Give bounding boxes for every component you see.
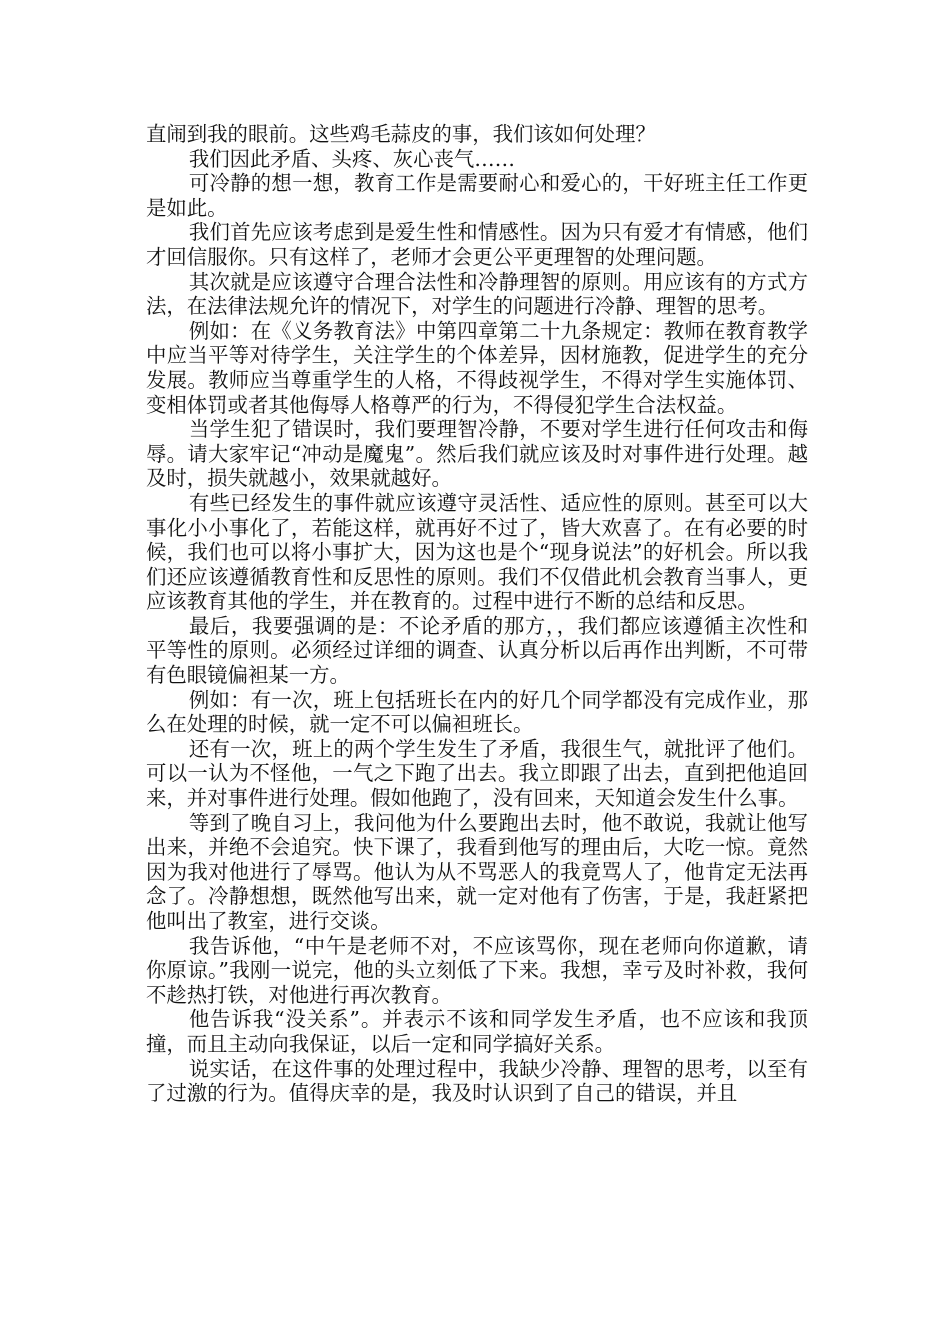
paragraph: 最后，我要强调的是：不论矛盾的那方，，我们都应该遵循主次性和平等性的原则。必须经过详细的调查、认真分析以后再作出判断，不可带有色眼镜偏袒某一方。	[146, 613, 808, 688]
paragraph: 他告诉我“没关系”。并表示不该和同学发生矛盾，也不应该和我顶撞，而且主动向我保证，以后一定和同学搞好关系。	[146, 1007, 808, 1056]
document-body	[146, 122, 808, 1106]
paragraph: 可冷静的想一想，教育工作是需要耐心和爱心的，干好班主任工作更是如此。	[146, 171, 808, 220]
paragraph: 其次就是应该遵守合理合法性和冷静理智的原则。用应该有的方式方法，在法律法规允许的情况下，对学生的问题进行冷静、理智的思考。	[146, 269, 808, 319]
paragraph: 等到了晚自习上，我问他为什么要跑出去时，他不敢说，我就让他写出来，并绝不会追究。快下课了，我看到他写的理由后，大吃一惊。竟然因为我对他进行了辱骂。他认为从不骂恶人的我竟骂人了，他肯定无法再念了。冷静想想，既然他写出来，就一定对他有了伤害，于是，我赶紧把他叫出了教室，进行交谈。	[146, 810, 808, 933]
paragraph: 有些已经发生的事件就应该遵守灵活性、适应性的原则。甚至可以大事化小小事化了，若能这样，就再好不过了，皆大欢喜了。在有必要的时候，我们也可以将小事扩大，因为这也是个“现身说法”的好机会。所以我们还应该遵循教育性和反思性的原则。我们不仅借此机会教育当事人，更应该教育其他的学生，并在教育的。过程中进行不断的总结和反思。	[146, 490, 808, 614]
paragraph: 我告诉他，“中午是老师不对，不应该骂你，现在老师向你道歉，请你原谅。”我刚一说完，他的头立刻低了下来。我想，幸亏及时补救，我何不趁热打铁，对他进行再次教育。	[146, 933, 808, 1007]
paragraph: 例如：在《义务教育法》中第四章第二十九条规定：教师在教育教学中应当平等对待学生，关注学生的个体差异，因材施教，促进学生的充分发展。教师应当尊重学生的人格，不得歧视学生，不得对学生实施体罚、变相体罚或者其他侮辱人格尊严的行为，不得侵犯学生合法权益。	[146, 318, 808, 417]
paragraph: 说实话，在这件事的处理过程中，我缺少冷静、理智的思考，以至有了过激的行为。值得庆幸的是，我及时认识到了自己的错误，并且	[146, 1056, 808, 1106]
paragraph: 直闹到我的眼前。这些鸡毛蒜皮的事，我们该如何处理？	[146, 122, 656, 146]
paragraph: 当学生犯了错误时，我们要理智冷静，不要对学生进行任何攻击和侮辱。请大家牢记“冲动是魔鬼”。然后我们就应该及时对事件进行处理。越及时，损失就越小，效果就越好。	[146, 417, 808, 491]
paragraph: 我们首先应该考虑到是爱生性和情感性。因为只有爱才有情感，他们才回信服你。只有这样了，老师才会更公平更理智的处理问题。	[146, 220, 808, 269]
paragraph: 我们因此矛盾、头疼、灰心丧气……	[188, 146, 516, 171]
paragraph: 还有一次，班上的两个学生发生了矛盾，我很生气，就批评了他们。可以一认为不怪他，一气之下跑了出去。我立即跟了出去，直到把他追回来，并对事件进行处理。假如他跑了，没有回来，天知道会发生什么事。	[146, 736, 808, 811]
paragraph: 例如：有一次，班上包括班长在内的好几个同学都没有完成作业，那么在处理的时候，就一定不可以偏袒班长。	[146, 687, 808, 737]
